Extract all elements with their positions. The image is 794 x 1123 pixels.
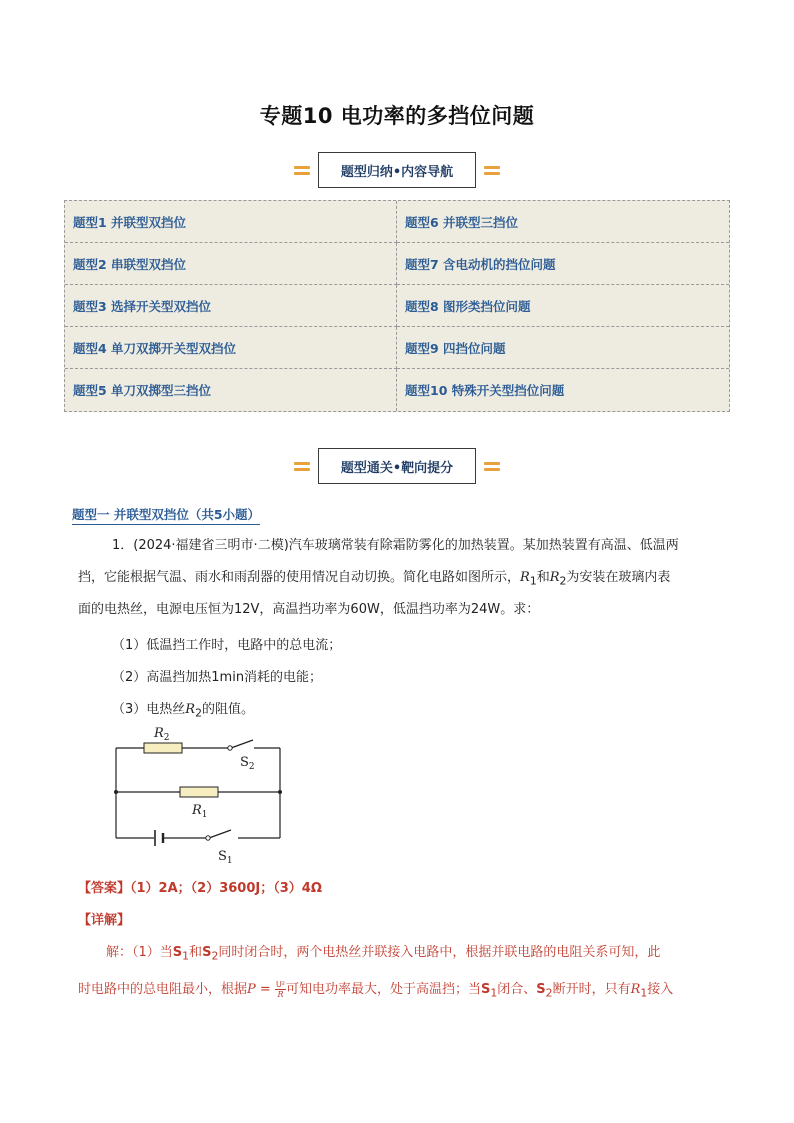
resistor-r1 [180,787,218,797]
ornament-right-icon [484,166,500,175]
toc-item[interactable]: 题型1 并联型双挡位 [65,201,397,243]
answer-label: 【答案】 [78,881,131,896]
toc-item[interactable]: 题型5 单刀双掷型三挡位 [65,369,397,411]
answer-text: （1）2A；（2）3600J；（3）4Ω [130,881,322,896]
ornament-left-icon [294,166,310,175]
problem-line-3: 面的电热丝，电源电压恒为12V，高温挡功率为60W，低温挡功率为24W。求： [78,602,540,617]
toc-banner [0,152,794,188]
problem-line-2: 挡，它能根据气温、雨水和雨刮器的使用情况自动切换。简化电路如图所示，$R_1$和$R_2$为安装在玻璃内表 [78,570,671,588]
toc-item[interactable]: 题型3 选择开关型双挡位 [65,285,397,327]
practice-banner-label: 题型通关•靶向提分 [318,448,476,484]
question-1: （1）低温挡工作时，电路中的总电流； [112,638,342,653]
switch-s1-contact [206,836,210,840]
section-heading: 题型一 并联型双挡位（共5小题） [72,505,260,525]
answer-line [78,877,322,896]
toc-item[interactable]: 题型10 特殊开关型挡位问题 [405,383,565,398]
problem-line-1: 1．(2024·福建省三明市·二模)汽车玻璃常装有除霜防雾化的加热装置。某加热装置有高温、低温两 [112,538,679,553]
label-r2: $R_2$ [154,726,170,743]
toc-banner-label: 题型归纳•内容导航 [318,152,476,188]
toc-item[interactable]: 题型6 并联型三挡位 [397,201,729,243]
detail-label: 【详解】 [78,913,131,928]
toc-item[interactable]: 题型7 含电动机的挡位问题 [397,243,729,285]
detail-line-1: 解：（1）当$S_1$和$S_2$同时闭合时，两个电热丝并联接入电路中，根据并联电路的电阻关系可知，此 [106,945,661,963]
practice-banner [0,448,794,484]
question-2: （2）高温挡加热1min消耗的电能； [112,670,323,685]
formula-fraction: $\frac{\text{U²}}{R}$ [275,980,285,999]
junction-dot [114,790,118,794]
label-s2: $S_2$ [240,755,255,772]
toc-item[interactable]: 题型9 四挡位问题 [397,327,729,369]
toc-item[interactable]: 题型4 单刀双掷开关型双挡位 [65,327,397,369]
resistor-r2 [144,743,182,753]
circuit-diagram [110,722,300,867]
ornament-right-icon [484,462,500,471]
detail-line-2: 时电路中的总电阻最小，根据P = $\frac{\text{U²}}{R}$ 可知电功率最大，处于高温挡；当$S_1$闭合、$S_2$断开时，只有$R_1$接入 [78,980,674,1000]
toc-item[interactable]: 题型2 串联型双挡位 [65,243,397,285]
label-s1: $S_1$ [218,849,233,866]
question-3: （3）电热丝$R_2$的阻值。 [112,702,254,720]
toc-table [64,200,730,412]
switch-s1-blade [209,830,231,838]
page-title: 专题10 电功率的多挡位问题 [259,104,535,128]
label-r1: $R_1$ [192,803,208,820]
ornament-left-icon [294,462,310,471]
junction-dot [278,790,282,794]
switch-s2-blade [231,740,253,748]
toc-item[interactable]: 题型8 图形类挡位问题 [397,285,729,327]
switch-s2-contact [228,746,232,750]
